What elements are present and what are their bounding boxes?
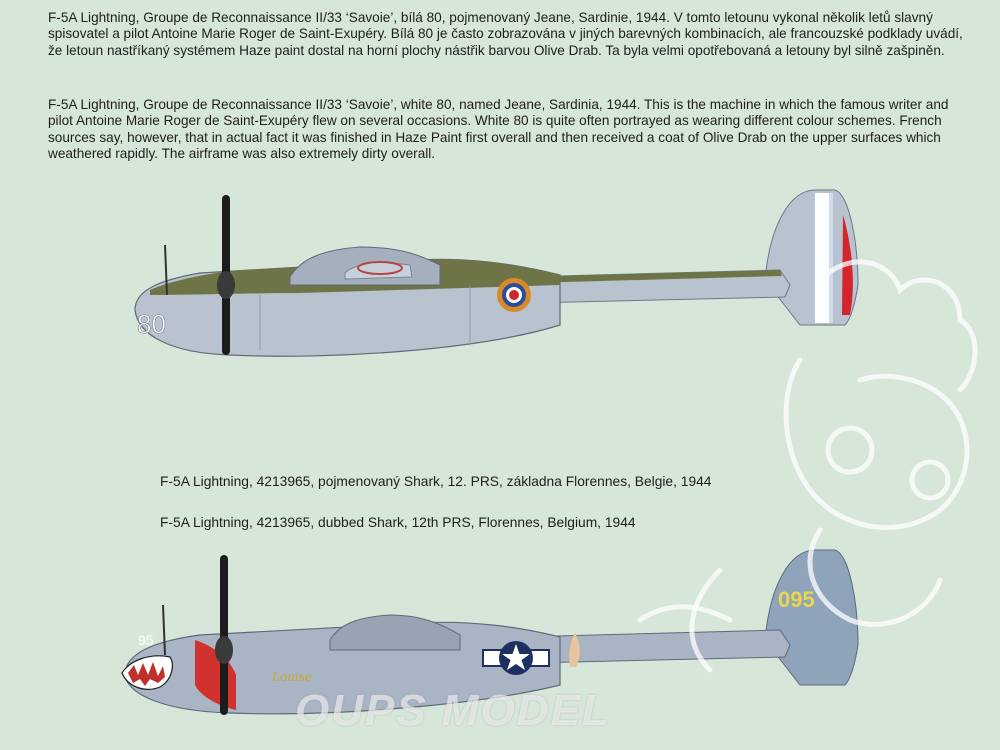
nose-marking: 95 (138, 632, 154, 648)
nose-number: 80 (137, 309, 166, 339)
english-description-plane-1: F-5A Lightning, Groupe de Reconnaissance II/33 ‘Savoie’, white 80, named Jeane, Sardinia, 1944. This is the machine in which the famous writer and pilot Antoine Marie Roger de Saint-Exupéry flew on several occasions. White 80 is quite often portrayed as wearing different colour schemes. French sources say, however, that in actual fact it was finished in Haze Paint first overall and then received a coat of Olive Drab on the upper surfaces which weathered rapidly. The airframe was also extremely dirty overall. (48, 97, 949, 162)
propeller (220, 555, 228, 715)
czech-description-plane-1: F-5A Lightning, Groupe de Reconnaissance II/33 ‘Savoie’, bílá 80, pojmenovaný Jeane, Sardinie, 1944. V tomto letounu vykonal několik letů slavný spisovatel a pilot Antoine Marie Roger de Saint-Exupéry. Bílá 80 je často zobrazována v jiných barevných kombinacích, ale francouzské podklady uvádí, že letoun nastříkaný systémem Haze paint dostal na horní plochy nástřik barvou Olive Drab. Ta byla velmi opotřebovaná a letouny byl silně zašpiněn. (48, 10, 963, 58)
tail-number: 095 (778, 587, 815, 612)
english-caption-plane-2: F-5A Lightning, 4213965, dubbed Shark, 12th PRS, Florennes, Belgium, 1944 (160, 515, 636, 530)
watermark-mascot (600, 240, 1000, 690)
czech-caption-plane-2: F-5A Lightning, 4213965, pojmenovaný Shark, 12. PRS, základna Florennes, Belgie, 1944 (160, 474, 712, 489)
watermark-text: OUPS MODEL (295, 686, 611, 735)
nose-art-name: Louise (272, 670, 313, 684)
